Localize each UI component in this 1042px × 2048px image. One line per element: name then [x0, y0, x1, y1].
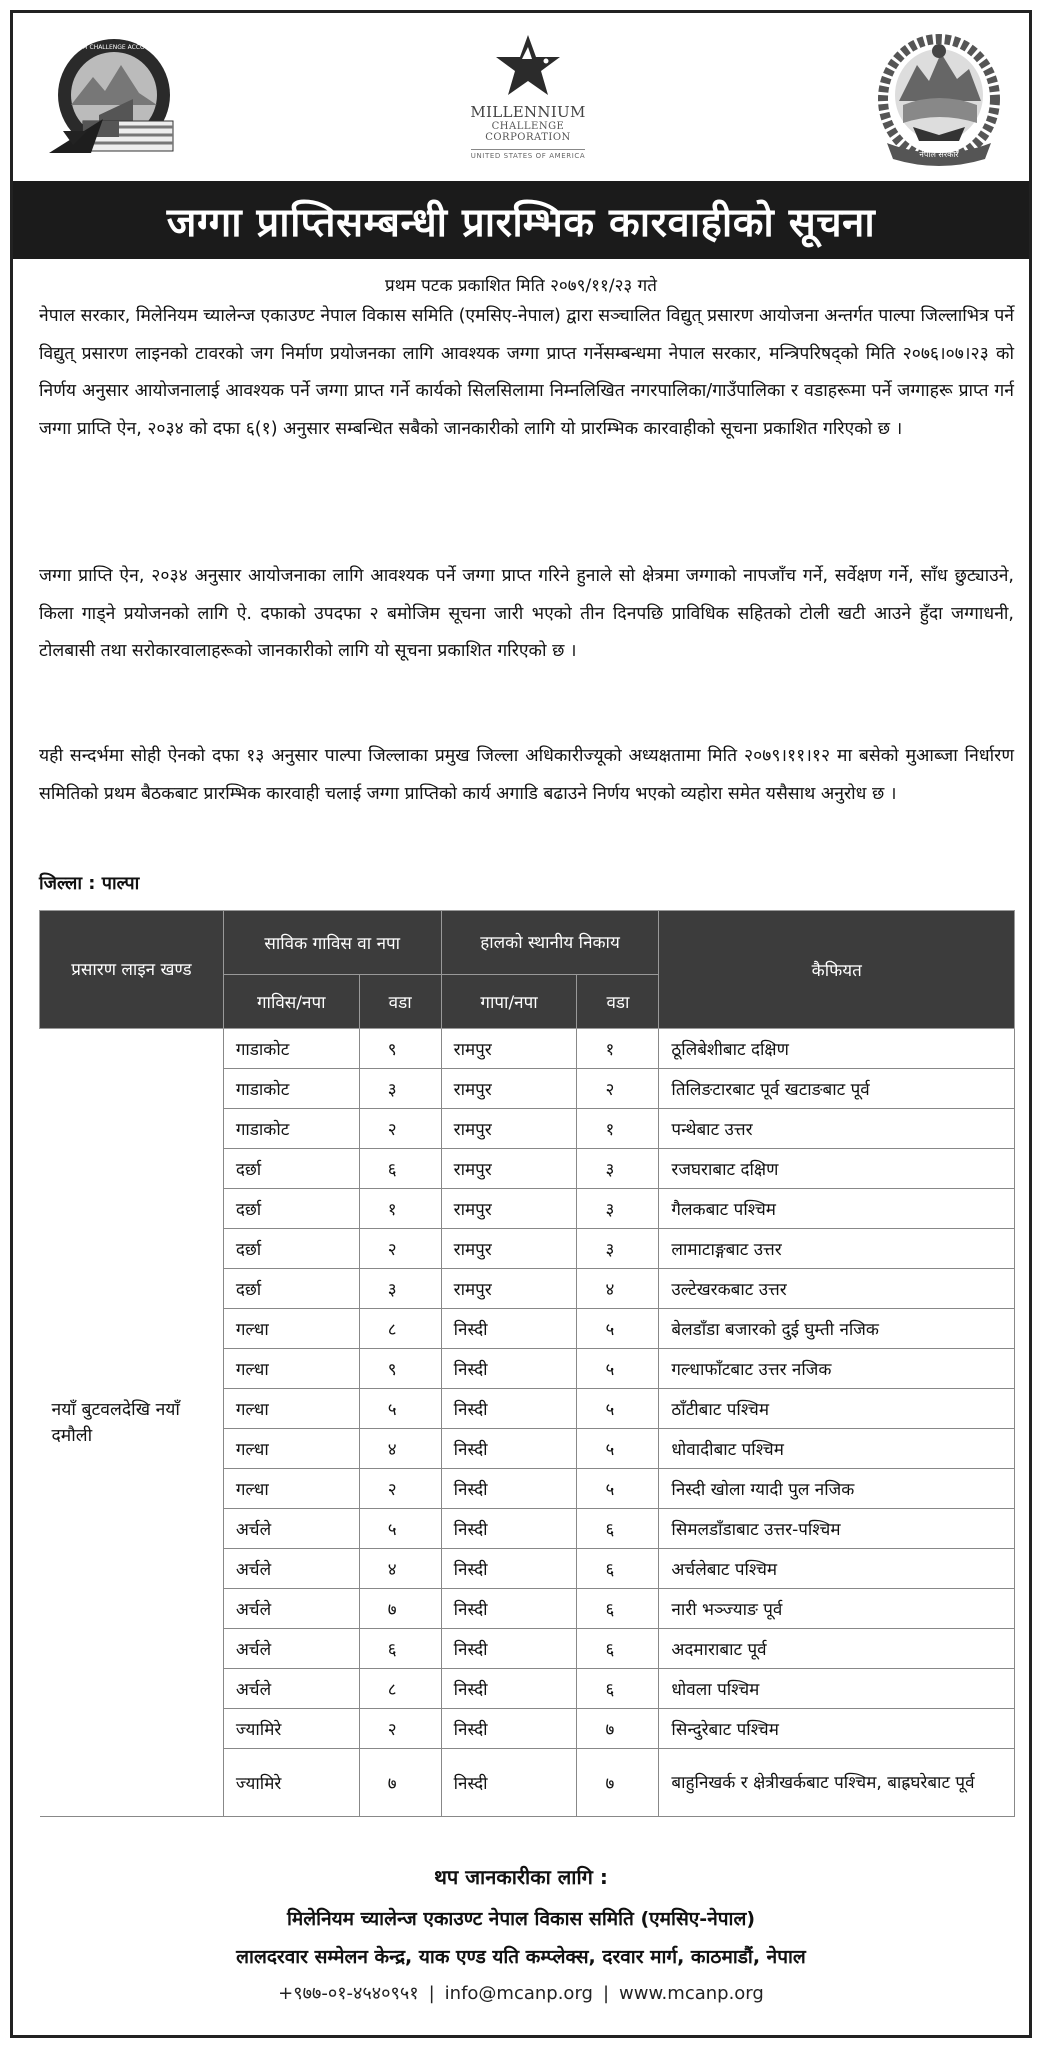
mcc-name: MILLENNIUM — [470, 103, 586, 121]
old-ward-cell: ६ — [359, 1149, 441, 1189]
new-ward-cell: ५ — [577, 1309, 659, 1349]
header — [13, 13, 1029, 181]
new-ward-cell: ४ — [577, 1269, 659, 1309]
footer-contact — [13, 1981, 1029, 2005]
new-name-cell: निस्दी — [441, 1549, 577, 1589]
new-name-cell: निस्दी — [441, 1629, 577, 1669]
remark-cell: पन्थेबाट उत्तर — [659, 1109, 1015, 1149]
remark-cell: तिलिङटारबाट पूर्व खटाङबाट पूर्व — [659, 1069, 1015, 1109]
remark-cell: अर्चलेबाट पश्चिम — [659, 1549, 1015, 1589]
footer-heading: थप जानकारीका लागि : — [434, 1865, 608, 1889]
new-ward-cell: ५ — [577, 1349, 659, 1389]
remark-cell: नारी भञ्ज्याङ पूर्व — [659, 1589, 1015, 1629]
new-name-cell: निस्दी — [441, 1589, 577, 1629]
header-remarks: कैफियत — [659, 911, 1015, 1029]
new-name-cell: निस्दी — [441, 1469, 577, 1509]
remark-cell: गैलकबाट पश्चिम — [659, 1189, 1015, 1229]
old-ward-cell: २ — [359, 1709, 441, 1749]
remark-cell: उल्टेखरकबाट उत्तर — [659, 1269, 1015, 1309]
old-ward-cell: ९ — [359, 1029, 441, 1069]
new-name-cell: रामपुर — [441, 1029, 577, 1069]
old-ward-cell: २ — [359, 1229, 441, 1269]
footer-org: मिलेनियम च्यालेन्ज एकाउण्ट नेपाल विकास समिति (एमसिए-नेपाल) — [286, 1908, 756, 1930]
footer-separator: | — [602, 1983, 610, 2004]
new-name-cell: निस्दी — [441, 1309, 577, 1349]
old-ward-cell: ५ — [359, 1509, 441, 1549]
old-name-cell: अर्चले — [223, 1509, 359, 1549]
remark-cell: ठूलिबेशीबाट दक्षिण — [659, 1029, 1015, 1069]
new-ward-cell: १ — [577, 1029, 659, 1069]
old-ward-cell: ९ — [359, 1349, 441, 1389]
header-segment: प्रसारण लाइन खण्ड — [40, 911, 224, 1029]
old-ward-cell: ४ — [359, 1549, 441, 1589]
old-ward-cell: ४ — [359, 1429, 441, 1469]
table-row — [40, 1029, 1015, 1069]
remark-cell: गल्धाफाँटबाट उत्तर नजिक — [659, 1349, 1015, 1389]
new-name-cell: रामपुर — [441, 1149, 577, 1189]
remark-cell: धोवला पश्चिम — [659, 1669, 1015, 1709]
header-new-ward: वडा — [577, 975, 659, 1029]
mca-logo-text: MILLENNIUM CHALLENGE ACCOUNT NEPAL — [49, 44, 179, 51]
remark-cell: सिन्दुरेबाट पश्चिम — [659, 1709, 1015, 1749]
old-name-cell: गल्धा — [223, 1349, 359, 1389]
new-ward-cell: २ — [577, 1069, 659, 1109]
new-ward-cell: ३ — [577, 1149, 659, 1189]
footer-address: लालदरवार सम्मेलन केन्द्र, याक एण्ड यति कम्प्लेक्स, दरवार मार्ग, काठमाडौं, नेपाल — [236, 1946, 806, 1968]
old-name-cell: गल्धा — [223, 1309, 359, 1349]
old-name-cell: अर्चले — [223, 1549, 359, 1589]
new-ward-cell: ६ — [577, 1589, 659, 1629]
notice-page — [10, 10, 1032, 2038]
old-ward-cell: २ — [359, 1469, 441, 1509]
new-ward-cell: ७ — [577, 1749, 659, 1817]
old-name-cell: ज्यामिरे — [223, 1709, 359, 1749]
old-name-cell: दर्छा — [223, 1269, 359, 1309]
remark-cell: निस्दी खोला ग्यादी पुल नजिक — [659, 1469, 1015, 1509]
published-date: प्रथम पटक प्रकाशित मिति २०७९/११/२३ गते — [385, 276, 657, 296]
remark-cell: लामाटाङ्गबाट उत्तर — [659, 1229, 1015, 1269]
old-name-cell: दर्छा — [223, 1149, 359, 1189]
notice-title: जग्गा प्राप्तिसम्बन्धी प्रारम्भिक कारवाहीको सूचना — [166, 199, 876, 246]
header-old-ward: वडा — [359, 975, 441, 1029]
old-ward-cell: ६ — [359, 1629, 441, 1669]
remark-cell: धोवादीबाट पश्चिम — [659, 1429, 1015, 1469]
header-old-name: गाविस/नपा — [223, 975, 359, 1029]
new-name-cell: निस्दी — [441, 1509, 577, 1549]
paragraph-2: जग्गा प्राप्ति ऐन, २०३४ अनुसार आयोजनाका लागि आवश्यक पर्ने जग्गा प्राप्त गरिने हुनाले सो क्षेत्रमा जग्गाको नापजाँच गर्ने, सर्वेक्षण गर्ने, साँध छुट्याउने, किला गाड्ने प्रयोजनको लागि ऐ. दफाको उपदफा २ बमोजिम सूचना जारी भएको तीन दिनपछि प्राविधिक सहितको टोली खटी आउने हुँदा जग्गाधनी, टोलबासी तथा सरोकारवालाहरूको जानकारीको लागि यो सूचना प्रकाशित गरिएको छ । — [39, 566, 1014, 661]
new-name-cell: निस्दी — [441, 1669, 577, 1709]
old-name-cell: गाडाकोट — [223, 1029, 359, 1069]
old-name-cell: ज्यामिरे — [223, 1749, 359, 1817]
new-name-cell: निस्दी — [441, 1349, 577, 1389]
mcc-country: UNITED STATES OF AMERICA — [471, 149, 586, 160]
old-ward-cell: ५ — [359, 1389, 441, 1429]
new-ward-cell: ६ — [577, 1629, 659, 1669]
new-name-cell: रामपुर — [441, 1069, 577, 1109]
old-name-cell: अर्चले — [223, 1669, 359, 1709]
old-name-cell: अर्चले — [223, 1589, 359, 1629]
remark-cell: सिमलडाँडाबाट उत्तर-पश्चिम — [659, 1509, 1015, 1549]
paragraph-3: यही सन्दर्भमा सोही ऐनको दफा १३ अनुसार पाल्पा जिल्लाका प्रमुख जिल्ला अधिकारीज्यूको अध्यक्षतामा मिति २०७९।११।१२ मा बसेको मुआब्जा निर्धारण समितिको प्रथम बैठकबाट प्रारम्भिक कारवाही चलाई जग्गा प्राप्तिको कार्य अगाडि बढाउने निर्णय भएको व्यहोरा समेत यसैसाथ अनुरोध छ । — [39, 746, 1014, 804]
old-name-cell: दर्छा — [223, 1189, 359, 1229]
title-bar — [13, 181, 1029, 259]
emblem-text: नेपाल सरकार — [919, 150, 959, 159]
remark-cell: रजघराबाट दक्षिण — [659, 1149, 1015, 1189]
footer-phone: +९७७-०१-४५४०९५१ — [278, 1983, 419, 2004]
remark-cell: बेलडाँडा बजारको दुई घुम्ती नजिक — [659, 1309, 1015, 1349]
old-ward-cell: १ — [359, 1189, 441, 1229]
old-name-cell: गल्धा — [223, 1389, 359, 1429]
segment-cell: नयाँ बुटवलदेखि नयाँ दमौली — [40, 1029, 224, 1817]
new-ward-cell: ६ — [577, 1549, 659, 1589]
new-ward-cell: ७ — [577, 1709, 659, 1749]
new-name-cell: रामपुर — [441, 1109, 577, 1149]
old-ward-cell: ७ — [359, 1749, 441, 1817]
new-ward-cell: १ — [577, 1109, 659, 1149]
remark-cell: बाहुनिखर्क र क्षेत्रीखर्कबाट पश्चिम, बाह्रघरेबाट पूर्व — [659, 1749, 1015, 1817]
land-table — [39, 910, 1015, 1817]
new-ward-cell: ६ — [577, 1669, 659, 1709]
new-name-cell: रामपुर — [441, 1189, 577, 1229]
new-name-cell: रामपुर — [441, 1229, 577, 1269]
footer-email[interactable]: info@mcanp.org — [444, 1983, 593, 2004]
district-label: जिल्ला : पाल्पा — [39, 873, 140, 894]
header-current-unit: हालको स्थानीय निकाय — [441, 911, 659, 975]
old-name-cell: अर्चले — [223, 1629, 359, 1669]
nepal-emblem-logo — [873, 31, 1005, 173]
old-name-cell: गाडाकोट — [223, 1069, 359, 1109]
remark-cell: ठाँटीबाट पश्चिम — [659, 1389, 1015, 1429]
mcc-sub: CHALLENGE CORPORATION — [485, 121, 571, 143]
old-ward-cell: ३ — [359, 1269, 441, 1309]
old-ward-cell: ८ — [359, 1309, 441, 1349]
footer-separator: | — [428, 1983, 435, 2004]
old-ward-cell: २ — [359, 1109, 441, 1149]
old-name-cell: गल्धा — [223, 1469, 359, 1509]
new-name-cell: रामपुर — [441, 1269, 577, 1309]
header-old-unit: साविक गाविस वा नपा — [223, 911, 441, 975]
old-name-cell: दर्छा — [223, 1229, 359, 1269]
old-ward-cell: ३ — [359, 1069, 441, 1109]
footer-website[interactable]: www.mcanp.org — [619, 1983, 764, 2004]
new-ward-cell: ५ — [577, 1469, 659, 1509]
paragraph-1: नेपाल सरकार, मिलेनियम च्यालेन्ज एकाउण्ट नेपाल विकास समिति (एमसिए-नेपाल) द्वारा सञ्चालित विद्युत् प्रसारण आयोजना अन्तर्गत पाल्पा जिल्लाभित्र पर्ने विद्युत् प्रसारण लाइनको टावरको जग निर्माण प्रयोजनका लागि आवश्यक जग्गा प्राप्त गर्नेसम्बन्धमा नेपाल सरकार, मन्त्रिपरिषद्को मिति २०७६।०७।२३ को निर्णय अनुसार आयोजनालाई आवश्यक पर्ने जग्गा प्राप्त गर्ने कार्यको सिलसिलामा निम्नलिखित नगरपालिका/गाउँपालिका र वडाहरूमा पर्ने जग्गाहरू प्राप्त गर्न जग्गा प्राप्ति ऐन, २०३४ को दफा ६(१) अनुसार सम्बन्धित सबैको जानकारीको लागि यो प्रारम्भिक कारवाहीको सूचना प्रकाशित गरिएको छ । — [39, 306, 1014, 439]
old-ward-cell: ७ — [359, 1589, 441, 1629]
remark-cell: अदमाराबाट पूर्व — [659, 1629, 1015, 1669]
old-name-cell: गल्धा — [223, 1429, 359, 1469]
new-ward-cell: ३ — [577, 1189, 659, 1229]
table-body — [40, 1029, 1015, 1817]
star-icon — [492, 33, 564, 97]
old-ward-cell: ८ — [359, 1669, 441, 1709]
new-name-cell: निस्दी — [441, 1709, 577, 1749]
new-name-cell: निस्दी — [441, 1429, 577, 1469]
mcc-logo — [453, 33, 603, 173]
header-new-name: गापा/नपा — [441, 975, 577, 1029]
old-name-cell: गाडाकोट — [223, 1109, 359, 1149]
new-ward-cell: ५ — [577, 1389, 659, 1429]
new-name-cell: निस्दी — [441, 1749, 577, 1817]
new-ward-cell: ५ — [577, 1429, 659, 1469]
new-ward-cell: ६ — [577, 1509, 659, 1549]
new-ward-cell: ३ — [577, 1229, 659, 1269]
new-name-cell: निस्दी — [441, 1389, 577, 1429]
mca-nepal-logo — [43, 35, 185, 167]
